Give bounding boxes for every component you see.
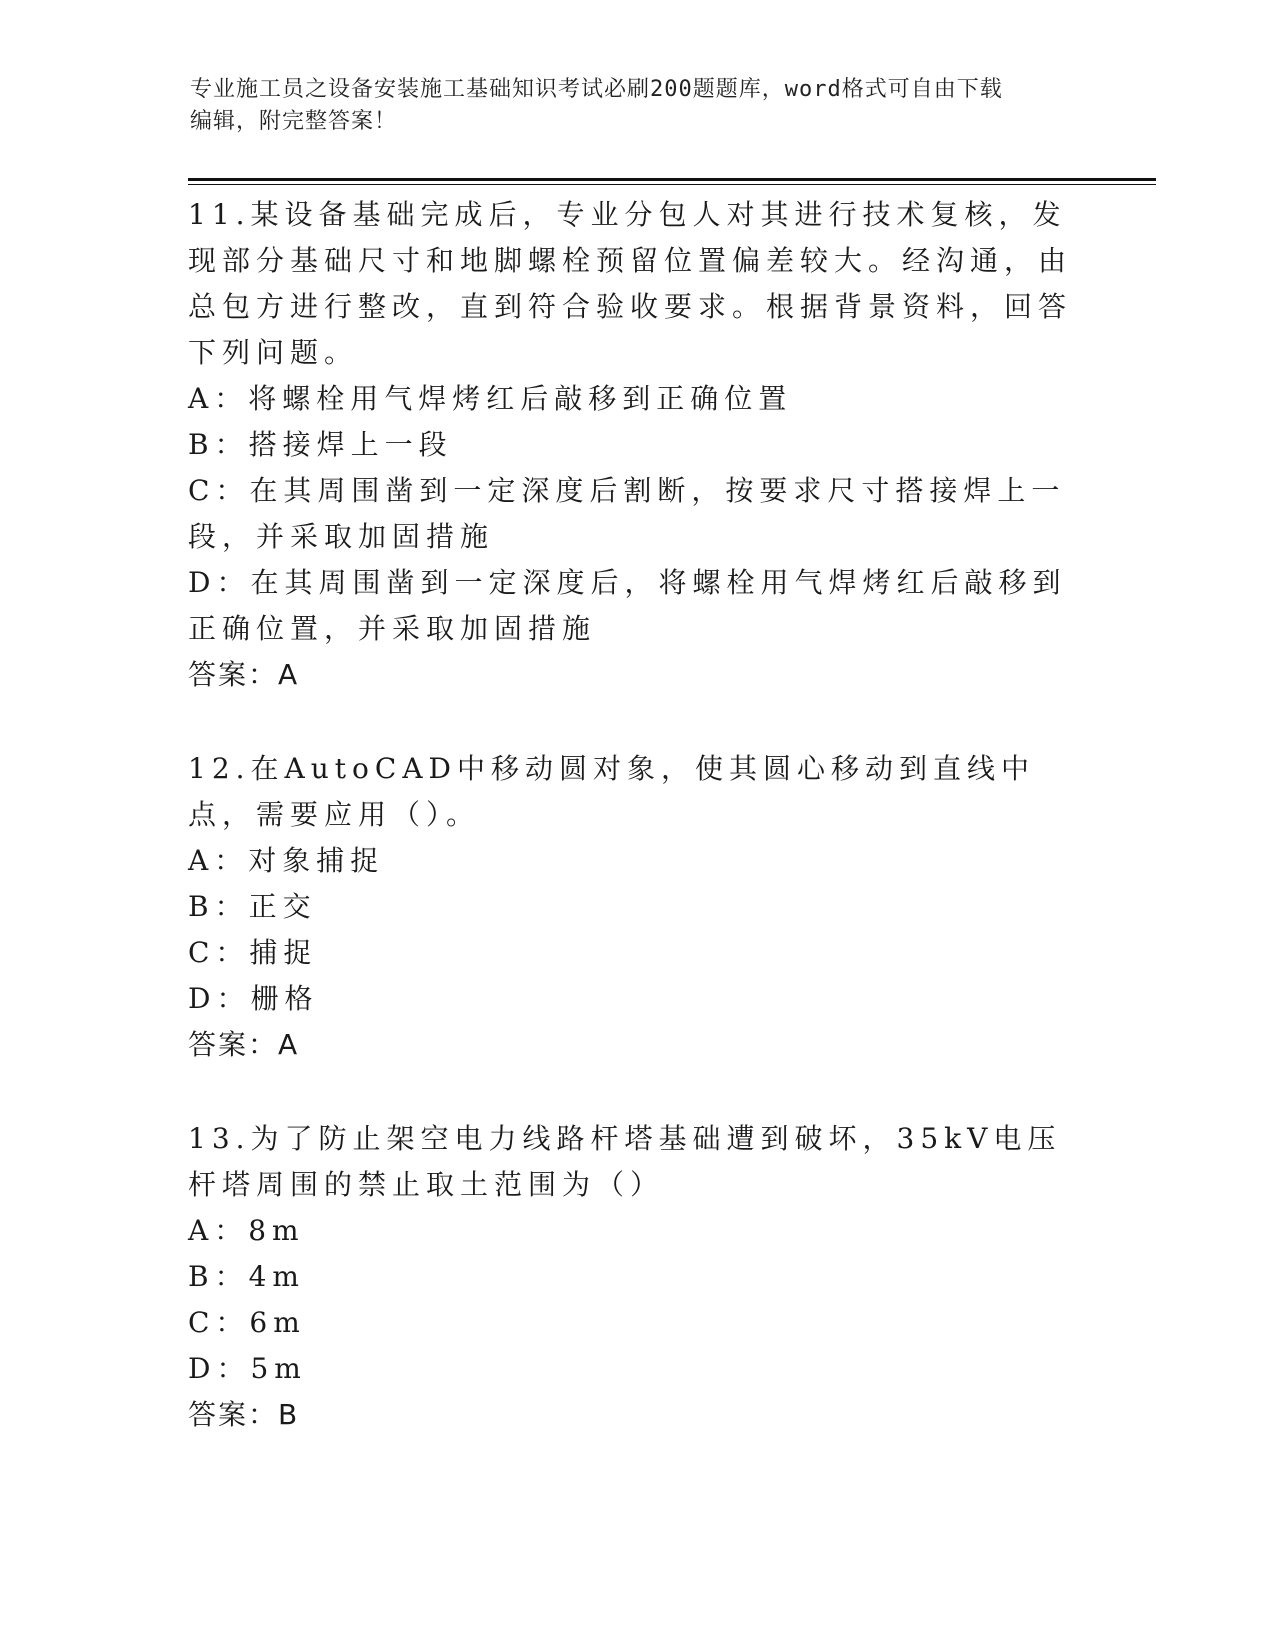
- header-divider-thin: [188, 184, 1156, 185]
- option-a: A：8m: [188, 1214, 305, 1247]
- header-divider-thick: [188, 178, 1156, 181]
- header-line-2: 编辑，附完整答案！: [190, 109, 398, 134]
- option-b: B：正交: [188, 890, 317, 923]
- option-c: C：捕捉: [188, 936, 318, 969]
- answer-line: 答案：A: [188, 658, 300, 691]
- question-spacer: [188, 698, 1078, 742]
- option-c: C：6m: [188, 1306, 306, 1339]
- option-d: D：在其周围凿到一定深度后，将螺栓用气焊烤红后敲移到正确位置，并采取加固措施: [188, 566, 1067, 645]
- question-13: [188, 1112, 1078, 1438]
- header-line-1: 专业施工员之设备安装施工基础知识考试必刷200题题库，word格式可自由下载: [190, 77, 1003, 102]
- question-spacer: [188, 1068, 1078, 1112]
- answer-line: 答案：B: [188, 1398, 300, 1431]
- option-d: D：栅格: [188, 982, 319, 1015]
- option-c: C：在其周围凿到一定深度后割断，按要求尺寸搭接焊上一段，并采取加固措施: [188, 474, 1066, 553]
- question-list: [188, 188, 1078, 1438]
- option-a: A：对象捕捉: [188, 844, 385, 877]
- question-11: [188, 188, 1078, 698]
- question-text: 13.为了防止架空电力线路杆塔基础遭到破坏，35kV电压杆塔周围的禁止取土范围为（）: [188, 1122, 1062, 1201]
- document-header: [190, 74, 1070, 138]
- question-text: 12.在AutoCAD中移动圆对象，使其圆心移动到直线中点，需要应用（）。: [188, 752, 1035, 831]
- option-b: B：搭接焊上一段: [188, 428, 453, 461]
- question-12: [188, 742, 1078, 1068]
- answer-line: 答案：A: [188, 1028, 300, 1061]
- option-d: D：5m: [188, 1352, 307, 1385]
- option-a: A：将螺栓用气焊烤红后敲移到正确位置: [188, 382, 793, 415]
- option-b: B：4m: [188, 1260, 305, 1293]
- question-text: 11.某设备基础完成后，专业分包人对其进行技术复核，发现部分基础尺寸和地脚螺栓预留位置偏差较大。经沟通，由总包方进行整改，直到符合验收要求。根据背景资料，回答下列问题。: [188, 198, 1073, 369]
